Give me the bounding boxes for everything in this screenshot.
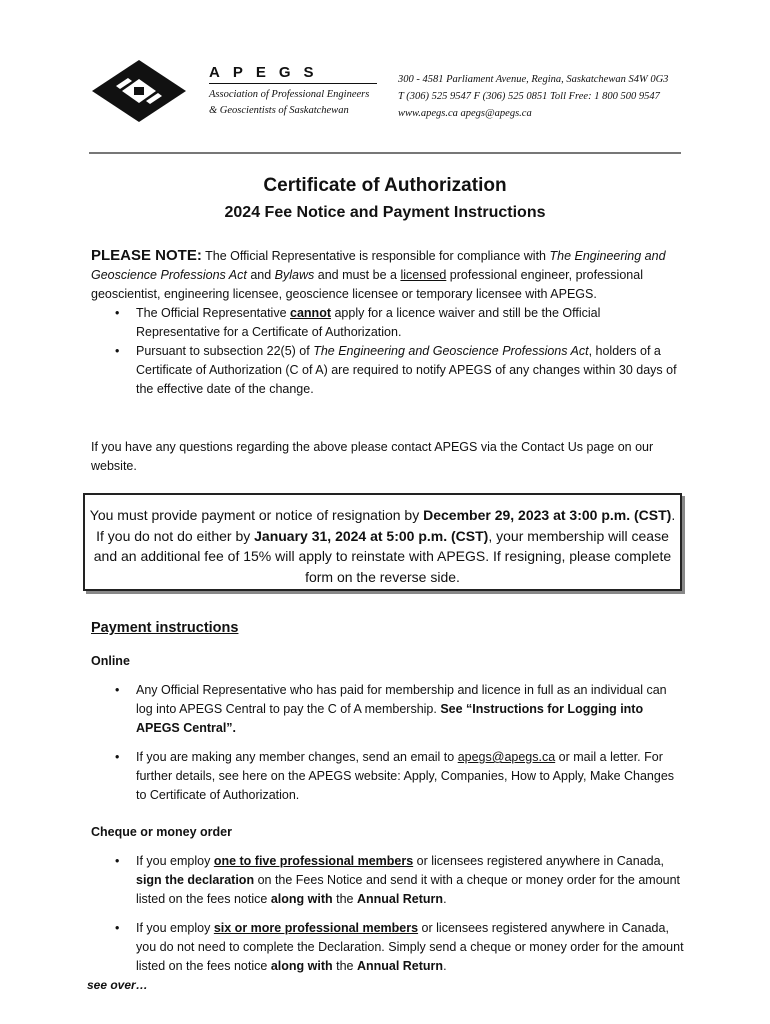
list-item: • The Official Representative cannot apply for a licence waiver and still be the Official Representative for a Certificate of Authorization. — [115, 306, 601, 339]
deadline-notice-box — [83, 493, 682, 591]
org-block — [209, 64, 369, 119]
list-item: • Pursuant to subsection 22(5) of The Engineering and Geoscience Professions Act, holders of a Certificate of Authorization (C of A) are required to notify APEGS of any changes within 30 days of the effective date of the change. — [115, 344, 677, 396]
please-note-section — [91, 246, 686, 399]
online-list — [91, 681, 686, 805]
org-underline — [209, 83, 377, 84]
header-divider — [89, 152, 681, 154]
payment-section — [87, 619, 686, 995]
org-full-name — [209, 87, 369, 119]
document-title: Certificate of Authorization — [263, 175, 507, 196]
org-full-line1: Association of Professional Engineers — [209, 89, 370, 100]
deadline-notice-text: You must provide payment or notice of resignation by December 29, 2023 at 3:00 p.m. (CST). If you do not do either by January 31, 2024 at 5:00 p.m. (CST), your membership will cease and an additional fee of 15% will apply to reinstate with APEGS. If resigning, please complete form on the reverse side. — [89, 507, 676, 585]
list-item: • If you employ one to five professional members or licensees registered anywhere in Canada, sign the declaration on the Fees Notice and send it with a cheque or money order for the amount listed on the fees notice along with the Annual Return. — [115, 854, 681, 906]
web-line: www.apegs.ca apegs@apegs.ca — [398, 108, 532, 119]
org-full-line2: & Geoscientists of Saskatchewan — [209, 105, 349, 116]
apegs-logo-icon — [88, 58, 190, 124]
contact-block — [398, 71, 668, 122]
please-note-paragraph: PLEASE NOTE: The Official Representative is responsible for compliance with The Engineering and Geoscience Professions Act and Bylaws and must be a licensed professional engineer, professional geoscientist, engineering licensee, geoscience licensee or temporary licensee with APEGS. — [91, 247, 666, 301]
document-subtitle: 2024 Fee Notice and Payment Instructions — [224, 204, 546, 221]
see-over-note: see over… — [87, 978, 148, 992]
cheque-heading: Cheque or money order — [91, 825, 232, 839]
online-heading: Online — [91, 654, 130, 668]
email-link[interactable]: apegs@apegs.ca — [457, 750, 556, 764]
list-item: • If you employ six or more professional members or licensees registered anywhere in Canada, you do not need to complete the Declaration. Simply send a cheque or money order for the amount listed on the fees notice along with the Annual Return. — [115, 921, 684, 973]
org-short-name: APEGS — [209, 64, 327, 81]
list-item: • If you are making any member changes, send an email to apegs@apegs.ca or mail a letter. For further details, see here on the APEGS website: Apply, Companies, How to Apply, Make Changes to Certificate of Authorization. — [115, 750, 675, 802]
questions-paragraph: If you have any questions regarding the above please contact APEGS via the Contact Us page on our website. — [91, 440, 654, 473]
phone-line: T (306) 525 9547 F (306) 525 0851 Toll Free: 1 800 500 9547 — [398, 91, 660, 102]
list-item: • Any Official Representative who has paid for membership and licence in full as an individual can log into APEGS Central to pay the C of A membership. See “Instructions for Logging into APEGS Central”. — [115, 683, 667, 735]
cheque-list — [91, 852, 686, 976]
payment-heading: Payment instructions — [91, 620, 239, 636]
address: 300 - 4581 Parliament Avenue, Regina, Saskatchewan S4W 0G3 — [398, 74, 669, 85]
note-bullets — [91, 304, 686, 399]
